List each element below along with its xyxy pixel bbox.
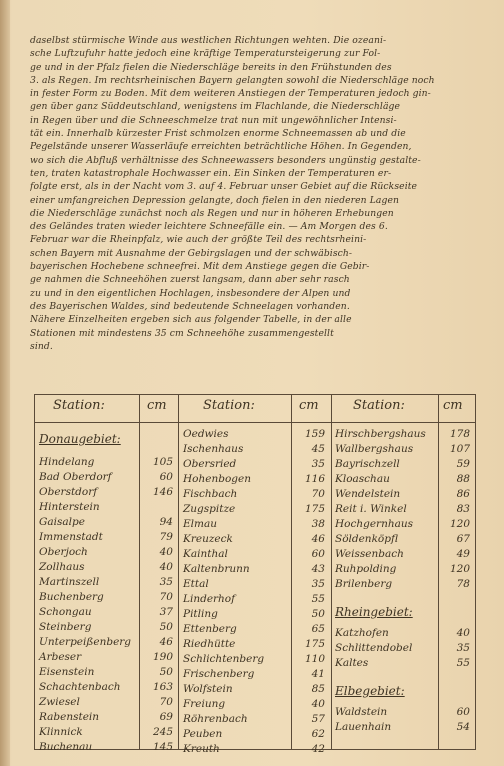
snow-depth-cm: 35 [311, 458, 325, 470]
snow-depth-cm: 40 [311, 698, 325, 710]
station-name: Bayrischzell [335, 458, 400, 470]
station-name: Zwiesel [39, 696, 80, 708]
station-name: Katzhofen [335, 627, 389, 639]
paragraph-line: ge und in der Pfalz fielen die Niederschläge bereits in den Frühstunden des [30, 61, 392, 73]
station-name: Elmau [183, 518, 218, 530]
snow-depth-cm: 60 [456, 706, 470, 718]
station-name: Linderhof [183, 593, 236, 605]
station-name: Kaltes [335, 657, 369, 669]
paragraph-line: in Regen über und die Schneeschmelze trat nun mit ungewöhnlicher Intensi- [30, 114, 397, 126]
snow-depth-cm: 40 [159, 546, 173, 558]
station-name: Schongau [39, 606, 92, 618]
paragraph-line: des Geländes traten wieder leichtere Schneefälle ein. — Am Morgen des 6. [30, 221, 388, 233]
paragraph-line: folgte erst, als in der Nacht vom 3. auf 4. Februar unser Gebiet auf die Rückseite [30, 181, 418, 193]
station-name: Hirschbergshaus [335, 428, 426, 440]
station-name: Klinnick [39, 726, 83, 738]
paragraph-line: schen Bayern mit Ausnahme der Gebirgslagen und der schwäbisch- [30, 247, 353, 259]
section-elbegebiet: Elbegebiet: [335, 684, 405, 698]
station-name: Buchenberg [39, 591, 104, 603]
snow-depth-cm: 43 [311, 563, 325, 575]
table-col-divider [178, 394, 179, 750]
table-col-divider [438, 394, 439, 750]
snow-depth-cm: 70 [159, 591, 173, 603]
snow-depth-cm: 69 [159, 711, 173, 723]
table-col-divider [139, 394, 140, 750]
snow-depth-cm: 120 [449, 563, 470, 575]
snow-depth-cm: 175 [304, 638, 325, 650]
station-name: Buchenau [39, 741, 93, 753]
station-name: Steinberg [39, 621, 92, 633]
snow-depth-cm: 35 [311, 578, 325, 590]
station-name: Riedhütte [183, 638, 236, 650]
table-col-divider [331, 394, 332, 750]
snow-depth-cm: 85 [311, 683, 325, 695]
station-name: Lauenhain [335, 721, 392, 733]
station-name: Rabenstein [39, 711, 100, 723]
header-station-2: Station: [203, 398, 255, 413]
paragraph-line: die Niederschläge zunächst noch als Regen und nur in höheren Erhebungen [30, 207, 394, 219]
snow-depth-cm: 70 [159, 696, 173, 708]
snow-depth-cm: 116 [304, 473, 325, 485]
station-name: Wallbergshaus [335, 443, 414, 455]
station-name: Schachtenbach [39, 681, 121, 693]
paragraph-line: sind. [30, 340, 53, 352]
snow-depth-cm: 38 [311, 518, 325, 530]
station-name: Peuben [183, 728, 223, 740]
station-name: Hochgernhaus [335, 518, 414, 530]
station-name: Immenstadt [39, 531, 103, 543]
station-name: Ettal [183, 578, 209, 590]
snow-depth-cm: 37 [159, 606, 173, 618]
paragraph-line: Februar war die Rheinpfalz, wie auch der größte Teil des rechtsrheini- [30, 234, 367, 246]
station-name: Freiung [183, 698, 226, 710]
paragraph-line: Pegelstände unserer Wasserläufe erreichten beträchtliche Höhen. In Gegenden, [30, 141, 412, 153]
station-name: Obersried [183, 458, 237, 470]
station-name: Hohenbogen [183, 473, 251, 485]
station-name: Arbeser [39, 651, 82, 663]
station-name: Oberjoch [39, 546, 88, 558]
snow-depth-cm: 105 [152, 456, 173, 468]
snow-depth-cm: 55 [456, 657, 470, 669]
snow-depth-cm: 86 [456, 488, 470, 500]
station-name: Pitling [183, 608, 218, 620]
station-name: Schlittendobel [335, 642, 413, 654]
snow-depth-cm: 83 [456, 503, 470, 515]
snow-depth-cm: 42 [311, 743, 325, 755]
handwritten-paragraph [30, 34, 470, 353]
station-name: Eisenstein [39, 666, 95, 678]
header-station-1: Station: [53, 398, 105, 413]
snow-depth-cm: 50 [159, 666, 173, 678]
header-cm-1: cm [147, 398, 167, 413]
snow-depth-cm: 49 [456, 548, 470, 560]
station-name: Wendelstein [335, 488, 401, 500]
paragraph-line: tät ein. Innerhalb kürzester Frist schmolzen enorme Schneemassen ab und die [30, 128, 406, 140]
station-name: Waldstein [335, 706, 388, 718]
snow-depth-cm: 175 [304, 503, 325, 515]
snow-depth-cm: 107 [449, 443, 470, 455]
station-name: Bad Oberdorf [39, 471, 112, 483]
snow-depth-cm: 35 [456, 642, 470, 654]
station-name: Brilenberg [335, 578, 393, 590]
table-top-rule [35, 394, 475, 395]
station-name: Röhrenbach [183, 713, 248, 725]
snow-depth-cm: 62 [311, 728, 325, 740]
paragraph-line: gen über ganz Süddeutschland, wenigstens im Flachlande, die Niederschläge [30, 101, 401, 113]
snow-depth-cm: 41 [311, 668, 325, 680]
paragraph-line: Stationen mit mindestens 35 cm Schneehöhe zusammengestellt [30, 327, 334, 339]
station-name: Unterpeißenberg [39, 636, 132, 648]
section-rheingebiet: Rheingebiet: [335, 605, 413, 619]
snow-depth-cm: 94 [159, 516, 173, 528]
snow-depth-cm: 190 [152, 651, 173, 663]
paragraph-line: ge nahmen die Schneehöhen zuerst langsam, dann aber sehr rasch [30, 274, 350, 286]
station-name: Fischbach [183, 488, 238, 500]
paragraph-line: zu und in den eigentlichen Hochlagen, insbesondere der Alpen und [30, 287, 351, 299]
snow-depth-cm: 110 [304, 653, 325, 665]
station-name: Wolfstein [183, 683, 233, 695]
station-name: Kainthal [183, 548, 228, 560]
paragraph-line: 3. als Regen. Im rechtsrheinischen Bayern gelangten sowohl die Niederschläge noch [30, 74, 435, 86]
station-name: Kaltenbrunn [183, 563, 250, 575]
snow-depth-cm: 159 [304, 428, 325, 440]
snow-depth-cm: 60 [159, 471, 173, 483]
table-bottom-rule [35, 749, 475, 750]
station-name: Hinterstein [39, 501, 100, 513]
header-station-3: Station: [353, 398, 405, 413]
snow-depth-cm: 178 [449, 428, 470, 440]
snow-depth-cm: 60 [311, 548, 325, 560]
station-name: Schlichtenberg [183, 653, 265, 665]
snow-depth-cm: 50 [311, 608, 325, 620]
station-name: Kreuth [183, 743, 220, 755]
snow-depth-cm: 145 [152, 741, 173, 753]
paragraph-line: ten, traten katastrophale Hochwasser ein. Ein Sinken der Temperaturen er- [30, 167, 392, 179]
station-name: Söldenköpfl [335, 533, 398, 545]
station-name: Zugspitze [183, 503, 236, 515]
snow-depth-cm: 35 [159, 576, 173, 588]
snow-depth-cm: 88 [456, 473, 470, 485]
snow-depth-table [34, 394, 476, 755]
paragraph-line: Nähere Einzelheiten ergeben sich aus folgender Tabelle, in der alle [30, 314, 352, 326]
snow-depth-cm: 54 [456, 721, 470, 733]
paragraph-line: in fester Form zu Boden. Mit dem weiteren Anstiegen der Temperaturen jedoch gin- [30, 88, 431, 100]
station-name: Gaisalpe [39, 516, 85, 528]
snow-depth-cm: 46 [159, 636, 173, 648]
snow-depth-cm: 120 [449, 518, 470, 530]
section-donaugebiet: Donaugebiet: [39, 432, 121, 446]
snow-depth-cm: 59 [456, 458, 470, 470]
snow-depth-cm: 45 [311, 443, 325, 455]
station-name: Ettenberg [183, 623, 237, 635]
snow-depth-cm: 40 [456, 627, 470, 639]
paragraph-line: daselbst stürmische Winde aus westlichen Richtungen wehten. Die ozeani- [30, 35, 387, 46]
snow-depth-cm: 245 [152, 726, 173, 738]
paragraph-line: des Bayerischen Waldes, sind bedeutende Schneelagen vorhanden. [30, 300, 350, 312]
paragraph-line: einer umfangreichen Depression gelangte, doch fielen in den niederen Lagen [30, 194, 400, 206]
snow-depth-cm: 146 [152, 486, 173, 498]
station-name: Ischenhaus [183, 443, 244, 455]
paragraph-line: wo sich die Abfluß verhältnisse des Schneewassers besonders ungünstig gestalte- [30, 154, 421, 166]
station-name: Ruhpolding [335, 563, 397, 575]
snow-depth-cm: 67 [456, 533, 470, 545]
station-name: Kreuzeck [183, 533, 233, 545]
snow-depth-cm: 79 [159, 531, 173, 543]
station-name: Zollhaus [39, 561, 85, 573]
header-cm-2: cm [299, 398, 319, 413]
station-name: Oberstdorf [39, 486, 98, 498]
snow-depth-cm: 55 [311, 593, 325, 605]
snow-depth-cm: 78 [456, 578, 470, 590]
paragraph-line: sche Luftzufuhr hatte jedoch eine kräftige Temperatursteigerung zur Fol- [30, 48, 381, 60]
table-col-divider [291, 394, 292, 750]
table-header-rule [35, 422, 475, 423]
page-spine-shadow [0, 0, 10, 766]
station-name: Oedwies [183, 428, 229, 440]
station-name: Martinszell [39, 576, 100, 588]
snow-depth-cm: 70 [311, 488, 325, 500]
station-name: Frischenberg [183, 668, 255, 680]
station-name: Reit i. Winkel [335, 503, 407, 515]
snow-depth-cm: 46 [311, 533, 325, 545]
paragraph-line: bayerischen Hochebene schneefrei. Mit dem Anstiege gegen die Gebir- [30, 261, 370, 273]
snow-depth-cm: 163 [152, 681, 173, 693]
station-name: Weissenbach [335, 548, 404, 560]
snow-depth-cm: 40 [159, 561, 173, 573]
snow-depth-cm: 65 [311, 623, 325, 635]
station-name: Kloaschau [335, 473, 390, 485]
header-cm-3: cm [443, 398, 463, 413]
station-name: Hindelang [39, 456, 95, 468]
snow-depth-cm: 57 [311, 713, 325, 725]
snow-depth-cm: 50 [159, 621, 173, 633]
